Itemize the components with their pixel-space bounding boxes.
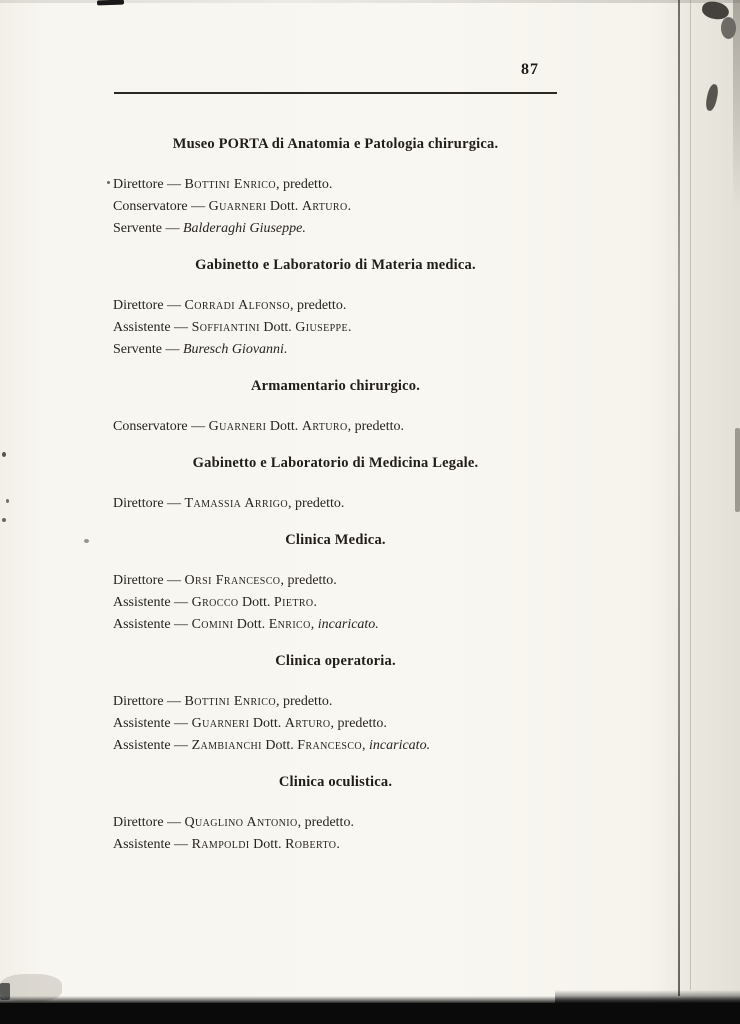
entry-text: Assistente —	[113, 617, 192, 632]
person-name: Rampoldi	[191, 837, 250, 852]
scan-artifact-bottom-shadow	[0, 996, 740, 1004]
person-name: Quaglino Antonio	[184, 815, 298, 830]
person-name: Pietro	[273, 595, 314, 610]
scan-artifact-bottomleft-mark	[0, 983, 10, 1000]
entry-text: Assistente —	[113, 837, 192, 852]
entry-text: .	[313, 595, 318, 610]
entry-text: , predetto.	[275, 177, 333, 192]
entry-text: ,	[362, 738, 370, 753]
entry-text: Dott.	[238, 595, 274, 610]
entry-text: Conservatore —	[113, 419, 209, 434]
entry-text: Dott.	[266, 199, 302, 214]
person-name: Guarneri	[208, 419, 267, 434]
section-title: Clinica operatoria.	[275, 653, 396, 669]
person-name: Zambianchi	[191, 738, 262, 753]
staff-entry	[113, 493, 558, 515]
entry-text: , predetto.	[347, 419, 404, 434]
entry-text: , predetto.	[288, 496, 345, 511]
person-name: Grocco	[191, 595, 239, 610]
entry-text: Direttore —	[113, 298, 185, 313]
entry-text: .	[336, 837, 340, 852]
page-number: 87	[521, 61, 539, 78]
entry-text: Servente —	[113, 221, 183, 236]
page-content	[113, 94, 558, 856]
scan-artifact-page-crease	[678, 0, 680, 996]
person-name: Guarneri	[191, 716, 250, 731]
entry-text: Direttore —	[113, 496, 185, 511]
italic-text: incaricato.	[369, 738, 431, 753]
section-title: Museo PORTA di Anatomia e Patologia chirurgica.	[172, 136, 499, 152]
person-name: Giuseppe	[295, 320, 349, 335]
person-name: Guarneri	[208, 199, 267, 214]
scan-artifact-right-streak	[735, 428, 740, 512]
entry-text: Dott.	[266, 419, 302, 434]
entry-text: Direttore —	[113, 694, 185, 709]
entry-text: Assistente —	[113, 716, 192, 731]
scan-artifact-speck	[2, 518, 6, 522]
entry-text: Assistente —	[113, 320, 192, 335]
person-name: Orsi Francesco	[184, 573, 281, 588]
person-name: Arturo	[284, 716, 331, 731]
entry-text: , predetto.	[275, 694, 333, 709]
entry-text: ,	[310, 617, 318, 632]
staff-entry	[113, 691, 558, 713]
entry-text: Dott.	[249, 837, 286, 852]
person-name: Soffiantini	[191, 320, 260, 335]
section-title: Gabinetto e Laboratorio di Materia medica.	[195, 257, 476, 273]
scan-artifact-topright-blob	[701, 0, 730, 21]
staff-entry	[113, 592, 558, 614]
staff-entry	[113, 174, 558, 196]
person-name: Arturo	[301, 199, 348, 214]
person-name: Bottini Enrico	[184, 694, 276, 709]
staff-entry	[113, 834, 558, 856]
section-title: Clinica Medica.	[285, 532, 386, 548]
staff-entry	[113, 339, 558, 361]
entry-text: Dott.	[233, 617, 269, 632]
person-name: Tamassia Arrigo	[184, 496, 289, 511]
entry-text: Direttore —	[113, 815, 185, 830]
person-name: Bottini Enrico	[184, 177, 276, 192]
entry-text: , predetto.	[330, 716, 387, 731]
staff-entry	[113, 735, 558, 757]
entry-text: , predetto.	[297, 815, 354, 830]
section-title: Clinica oculistica.	[278, 774, 393, 790]
staff-entry	[113, 295, 558, 317]
scan-artifact-speck	[84, 539, 89, 543]
entry-text: Dott.	[249, 716, 285, 731]
entry-text: Conservatore —	[113, 199, 209, 214]
entry-text: .	[348, 320, 352, 335]
staff-entry	[113, 416, 558, 438]
scan-artifact-bottom-smudge	[0, 974, 62, 1002]
scan-artifact-top-edge	[0, 0, 740, 3]
entry-text: Assistente —	[113, 595, 192, 610]
person-name: Corradi Alfonso	[184, 298, 290, 313]
scan-artifact-bottom-shadow	[555, 990, 740, 1004]
italic-text: Balderaghi Giuseppe.	[182, 221, 306, 236]
staff-entry	[113, 614, 558, 636]
scan-artifact-page-crease	[690, 0, 691, 990]
staff-entry	[113, 196, 558, 218]
scan-artifact-right-streak	[733, 0, 740, 210]
entry-text: , predetto.	[280, 573, 337, 588]
entry-text: , predetto.	[289, 298, 347, 313]
staff-entry	[113, 570, 558, 592]
staff-entry	[113, 713, 558, 735]
italic-text: incaricato.	[317, 617, 379, 632]
staff-entry	[113, 218, 558, 240]
scan-artifact-speck	[2, 452, 6, 457]
entry-text: Direttore —	[113, 573, 185, 588]
scan-artifact-topleft-tick	[97, 0, 124, 5]
person-name: Arturo	[301, 419, 348, 434]
scan-artifact-bottom-band	[0, 1003, 740, 1024]
person-name: Roberto	[285, 837, 337, 852]
section-title: Armamentario chirurgico.	[250, 378, 421, 394]
scan-artifact-right-mark	[704, 83, 719, 111]
section-title: Gabinetto e Laboratorio di Medicina Legale.	[192, 455, 479, 471]
entry-text: Assistente —	[113, 738, 192, 753]
entry-text: Dott.	[259, 320, 296, 335]
entry-text: Direttore —	[113, 177, 185, 192]
entry-text: Dott.	[261, 738, 298, 753]
entry-text: .	[347, 199, 352, 214]
staff-entry	[113, 317, 558, 339]
scan-artifact-speck	[107, 181, 110, 184]
staff-entry	[113, 812, 558, 834]
scan-artifact-topright-blob	[721, 17, 736, 39]
person-name: Francesco	[297, 738, 363, 753]
person-name: Comini	[191, 617, 234, 632]
entry-text: Servente —	[113, 342, 183, 357]
italic-text: Buresch Giovanni.	[182, 342, 288, 357]
person-name: Enrico	[268, 617, 311, 632]
scan-artifact-speck	[6, 499, 9, 503]
